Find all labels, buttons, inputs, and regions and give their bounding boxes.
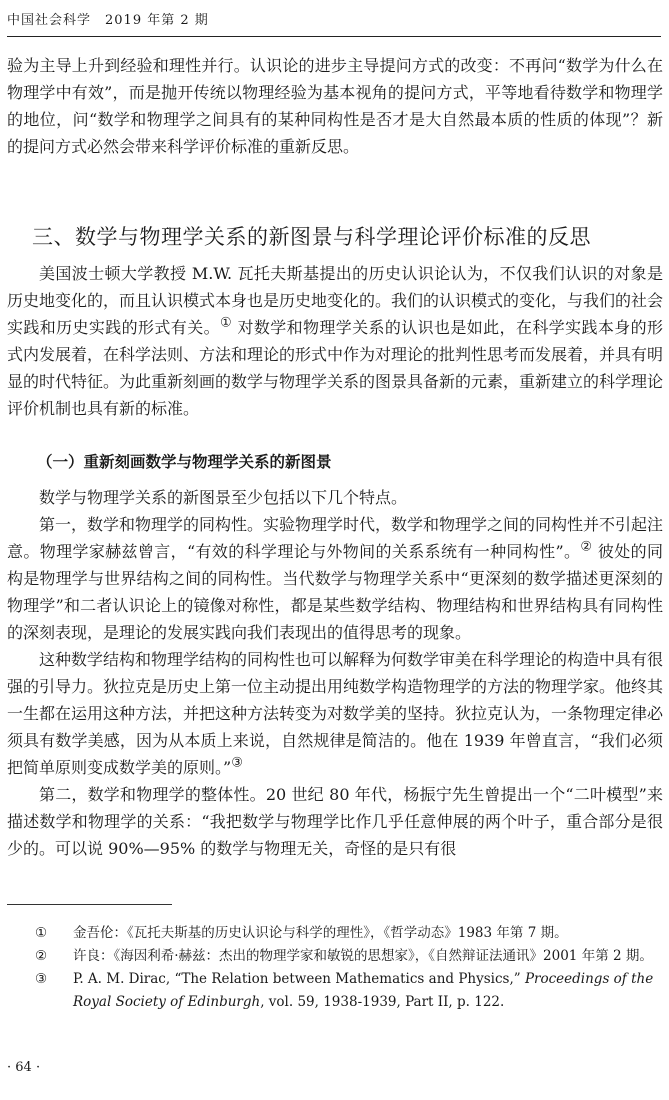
footnote-2 [7, 945, 663, 968]
running-header: 中国社会科学 2019 年第 2 期 [7, 13, 209, 28]
footnote-number: ② [35, 948, 48, 964]
footnote-ref-1: ① [219, 315, 232, 331]
intro-text-a: 美国波士顿大学教授 M.W. 瓦托夫斯基提出的历史认识论认为，不仅我们认识的对象是历史地变化的，而且认识模式本身也是历史地变化的。我们的认识模式的变化，与我们的社会实践和历史实践的形式有关。 [7, 264, 664, 337]
main-block [7, 484, 663, 862]
features-paragraph: 数学与物理学关系的新图景至少包括以下几个特点。 [39, 488, 408, 507]
dirac-text: 这种数学结构和物理学结构的同构性也可以解释为何数学审美在科学理论的构造中具有很强的引导力。狄拉克是历史上第一位主动提出用纯数学构造物理学的方法的物理学家。他终其一生都在运用这种方法，并把这种方法转变为对数学美的坚持。狄拉克认为，一条物理定律必须具有数学美感，因为从本质上来说，自然规律是简洁的。他在 1939 年曾直言，“我们必须把简单原则变成数学美的原则。” [7, 650, 664, 777]
intro-block [7, 260, 663, 422]
footnote-text: 金吾伦：《瓦托夫斯基的历史认识论与科学的理性》，《哲学动态》1983 年第 7 期。 [73, 925, 568, 941]
footnote-text: 许良：《海因利希·赫兹：杰出的物理学家和敏锐的思想家》，《自然辩证法通讯》2001 年第 2 期。 [73, 948, 653, 964]
dirac-paragraph [7, 646, 663, 781]
continuation-block [7, 52, 663, 160]
first-feature-paragraph [7, 511, 663, 646]
header-rule [7, 36, 661, 37]
footnote-1 [7, 922, 663, 945]
citation-journal: Proceedings of the Royal Society of Edinburgh [73, 971, 654, 1010]
footnote-text [73, 968, 663, 1014]
citation-author-title: P. A. M. Dirac, “The Relation between Mathematics and Physics,” [73, 971, 525, 987]
continuation-paragraph: 验为主导上升到经验和理性并行。认识论的进步主导提问方式的改变：不再问“数学为什么在物理学中有效”，而是抛开传统以物理经验为基本视角的提问方式，平等地看待数学和物理学的地位，问“数学和物理学之间具有的某种同构性是否才是大自然最本质的性质的体现”？新的提问方式必然会带来科学评价标准的重新反思。 [7, 56, 663, 156]
citation-details: , vol. 59, 1938-1939, Part II, p. 122. [260, 994, 505, 1010]
intro-text-b: 对数学和物理学关系的认识也是如此，在科学实践本身的形式内发展着，在科学法则、方法和理论的形式中作为对理论的批判性思考而发展着，并具有明显的时代特征。为此重新刻画的数学与物理学关系的图景具备新的元素，重新建立的科学理论评价机制也具有新的标准。 [7, 318, 664, 418]
footnotes [7, 922, 663, 1014]
page-number: · 64 · [7, 1060, 41, 1075]
section-title: 三、数学与物理学关系的新图景与科学理论评价标准的反思 [32, 225, 591, 250]
footnote-ref-3: ③ [231, 755, 243, 771]
first-text-b: 彼处的同构是物理学与世界结构之间的同构性。当代数学与物理学关系中“更深刻的数学描述更深刻的物理学”和二者认识论上的镜像对称性，都是某些数学结构、物理结构和世界结构具有同构性的深刻表现，是理论的发展实践向我们表现出的值得思考的现象。 [7, 542, 663, 642]
second-feature-paragraph: 第二，数学和物理学的整体性。20 世纪 80 年代，杨振宁先生曾提出一个“二叶模型”来描述数学和物理学的关系：“我把数学与物理学比作几乎任意伸展的两个叶子，重合部分是很少的。可以说 90%—95% 的数学与物理无关，奇怪的是只有很 [7, 785, 663, 858]
footnote-rule [7, 904, 172, 905]
footnote-ref-2: ② [580, 539, 593, 555]
footnote-number: ③ [35, 971, 48, 987]
intro-paragraph [7, 260, 663, 422]
footnote-number: ① [35, 925, 48, 941]
subsection-title: （一）重新刻画数学与物理学关系的新图景 [37, 453, 332, 471]
footnote-3 [7, 968, 663, 1014]
first-text-a: 第一，数学和物理学的同构性。实验物理学时代，数学和物理学之间的同构性并不引起注意。物理学家赫兹曾言，“有效的科学理论与外物间的关系系统有一种同构性”。 [7, 515, 664, 561]
